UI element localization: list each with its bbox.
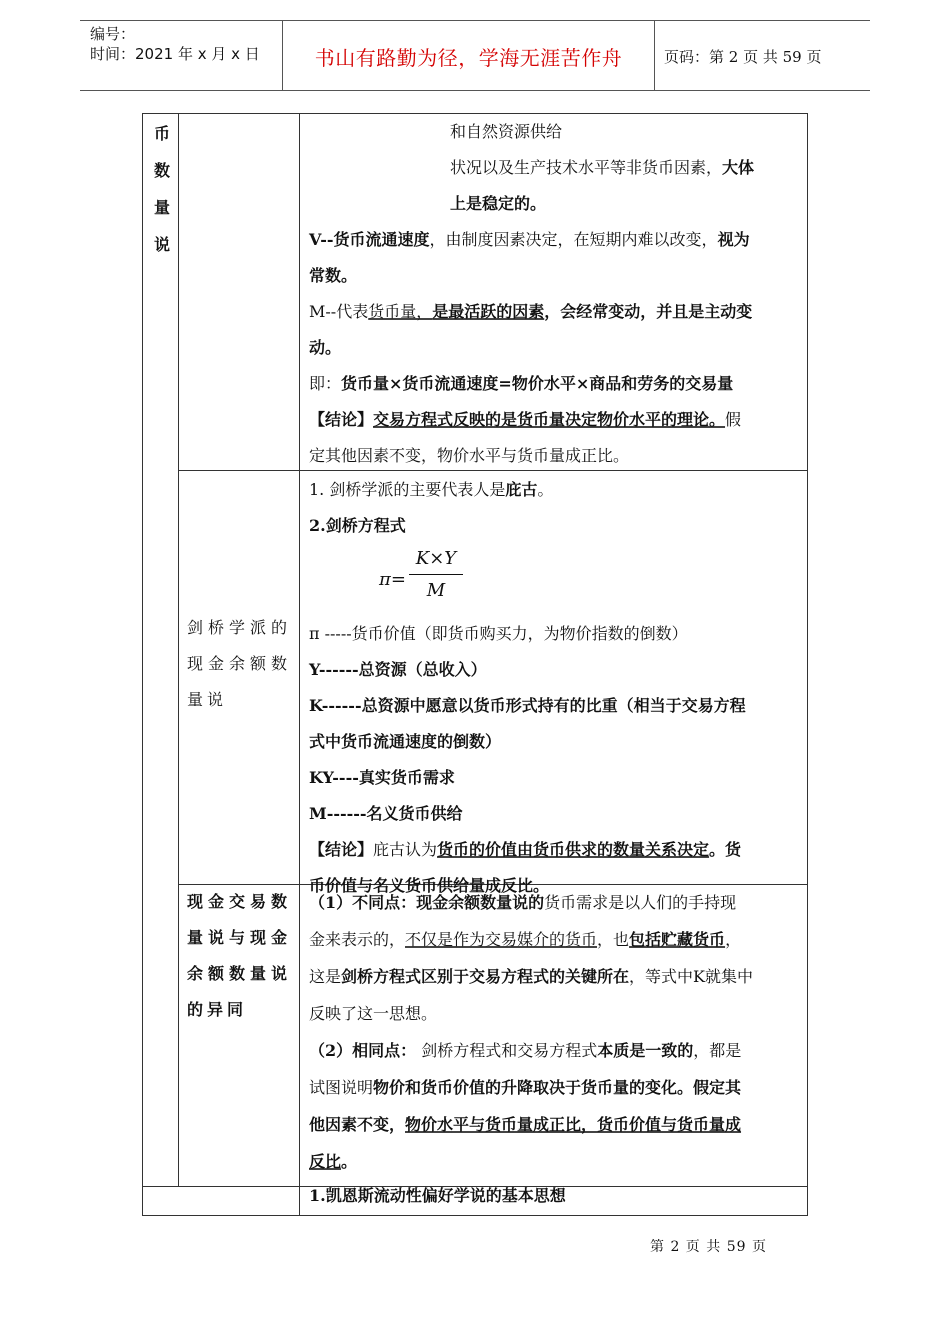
row3-same-line4: 反比。	[309, 1152, 358, 1171]
formula-denominator: M	[426, 580, 446, 601]
row1-content	[309, 114, 801, 474]
row3-content	[309, 884, 801, 1180]
row3-same-line3: 他因素不变，物价水平与货币量成正比，货币价值与货币量成	[309, 1115, 742, 1134]
cambridge-formula	[309, 544, 801, 616]
row2-k-line2: 式中货币流通速度的倒数）	[309, 732, 502, 751]
row2-conclusion: 【结论】庇古认为货币的价值由货币供求的数量关系决定。货	[309, 840, 742, 859]
row3-label: 现金交易数量说与现金余额数量说的异同	[187, 892, 291, 1019]
row3-same-line2: 试图说明物价和货币价值的升降取决于货币量的变化。假定其	[309, 1078, 742, 1097]
content-table	[142, 113, 808, 1216]
header-meta	[90, 24, 260, 64]
row3-diff-line3: 这是剑桥方程式区别于交易方程式的关键所在，等式中K就集中	[309, 967, 753, 986]
page-header	[80, 20, 870, 92]
row1-eq-line: 即：货币量×货币流通速度=物价水平×商品和劳务的交易量	[309, 374, 734, 393]
header-bottom-rule	[80, 90, 870, 91]
row1-m-line2: 动。	[309, 338, 342, 357]
row3-same-line1: （2）相同点： 剑桥方程式和交易方程式本质是一致的，都是	[309, 1041, 742, 1060]
header-motto: 书山有路勤为径，学海无涯苦作舟	[314, 46, 623, 70]
header-divider	[654, 20, 655, 90]
serial-label: 编号：	[90, 25, 136, 43]
row1-v-line: V--货币流通速度，由制度因素决定，在短期内难以改变，视为	[309, 230, 750, 249]
row4-content: 1.凯恩斯流动性偏好学说的基本思想	[309, 1186, 566, 1205]
row2-label: 剑桥学派的现金余额数量说	[187, 618, 291, 709]
formula-lhs: π=	[379, 569, 406, 590]
row2-y-line: Y------总资源（总收入）	[309, 660, 487, 679]
row2-pi-line: π -----货币价值（即货币购买力，为物价指数的倒数）	[309, 624, 688, 643]
page-footer: 第 2 页 共 59 页	[650, 1239, 767, 1255]
row2-content	[309, 472, 801, 904]
row1-v-line2: 常数。	[309, 266, 358, 285]
table-col-line	[299, 114, 300, 1215]
row1-line2: 状况以及生产技术水平等非货币因素，大体	[450, 158, 755, 177]
section-title: 币 数 量 说	[153, 124, 170, 254]
table-col-line	[178, 114, 179, 1186]
row2-ky-line: KY----真实货币需求	[309, 768, 455, 787]
header-page-info: 页码：第 2 页 共 59 页	[664, 48, 822, 66]
formula-numerator: K×Y	[409, 544, 463, 575]
row1-conclusion-line2: 定其他因素不变，物价水平与货币量成正比。	[309, 446, 630, 465]
header-top-rule	[80, 20, 870, 21]
row3-diff-line2: 金来表示的，不仅是作为交易媒介的货币，也包括贮藏货币，	[309, 930, 742, 949]
row2-m-line: M------名义货币供给	[309, 804, 463, 823]
row2-item2: 2.剑桥方程式	[309, 516, 406, 535]
row3-diff-line1: （1）不同点：现金余额数量说的货币需求是以人们的手持现	[309, 893, 737, 912]
row1-line1: 和自然资源供给	[450, 122, 563, 141]
row3-diff-line4: 反映了这一思想。	[309, 1004, 438, 1023]
row1-line3: 上是稳定的。	[450, 194, 547, 213]
row2-item1: 1. 剑桥学派的主要代表人是庇古。	[309, 480, 554, 499]
row1-conclusion: 【结论】交易方程式反映的是货币量决定物价水平的理论。假	[309, 410, 742, 429]
row1-m-line: M--代表货币量，是最活跃的因素，会经常变动，并且是主动变	[309, 302, 753, 321]
row2-conclusion-line2: 币价值与名义货币供给量成反比。	[309, 876, 550, 895]
time-label: 时间：2021 年 x 月 x 日	[90, 45, 260, 63]
row2-k-line: K------总资源中愿意以货币形式持有的比重（相当于交易方程	[309, 696, 746, 715]
